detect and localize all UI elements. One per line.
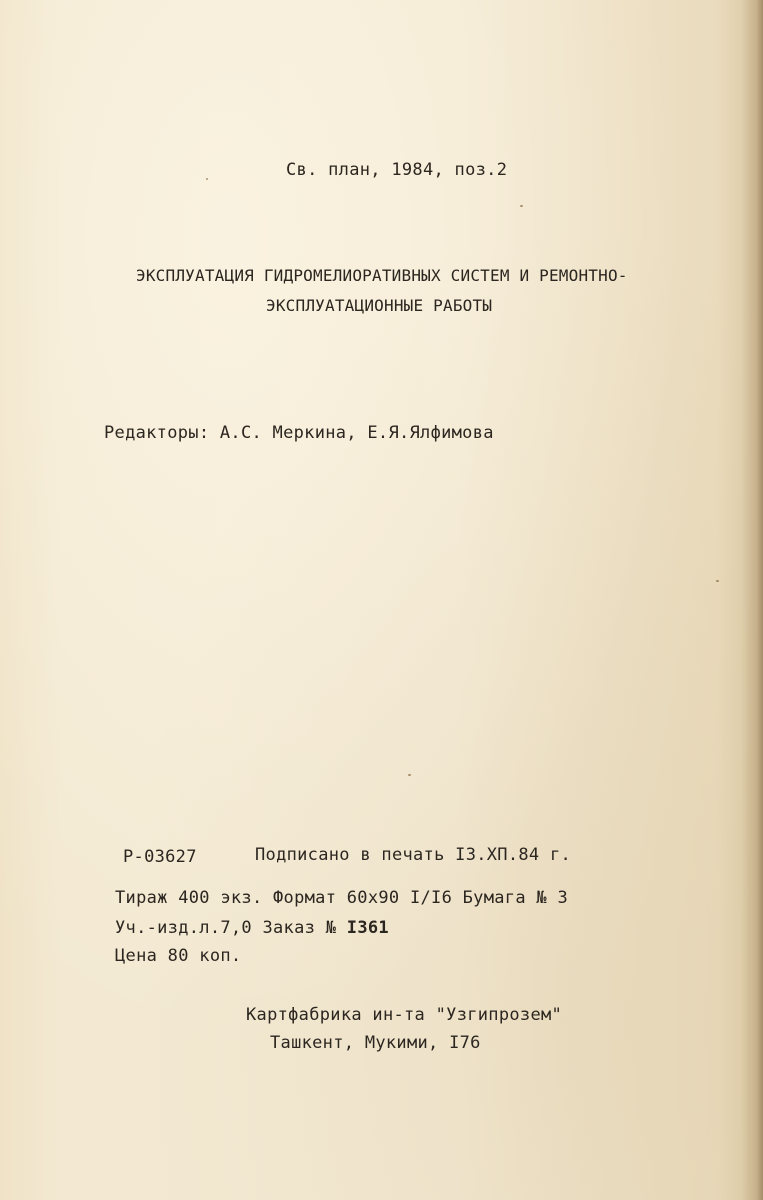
paper-speck (206, 178, 208, 180)
title-line-1: ЭКСПЛУАТАЦИЯ ГИДРОМЕЛИОРАТИВНЫХ СИСТЕМ И РЕМОНТНО- (136, 266, 628, 285)
imprint-signed: Подписано в печать I3.XП.84 г. (255, 845, 572, 865)
plan-line: Св. план, 1984, поз.2 (286, 160, 508, 180)
printer-name: Картфабрика ин-та "Узгипрозем" (246, 1005, 563, 1025)
editors-line: Редакторы: А.С. Меркина, Е.Я.Ялфимова (104, 423, 494, 443)
imprint-run-format: Тираж 400 экз. Формат 60х90 I/I6 Бумага № 3 (115, 888, 568, 908)
paper-speck (520, 205, 523, 207)
imprint-edition-row (115, 920, 389, 937)
imprint-price: Цена 80 коп. (115, 946, 242, 966)
imprint-order-number: I361 (346, 918, 389, 938)
imprint-edition-sheets: Уч.-изд.л.7,0 Заказ № (115, 918, 337, 938)
printer-address: Ташкент, Мукими, I76 (270, 1033, 481, 1053)
paper-speck (408, 774, 411, 776)
imprint-code: Р-03627 (123, 847, 197, 867)
paper-speck (716, 580, 719, 582)
title-line-2: ЭКСПЛУАТАЦИОННЫЕ РАБОТЫ (266, 296, 493, 315)
binding-edge (741, 0, 763, 1200)
